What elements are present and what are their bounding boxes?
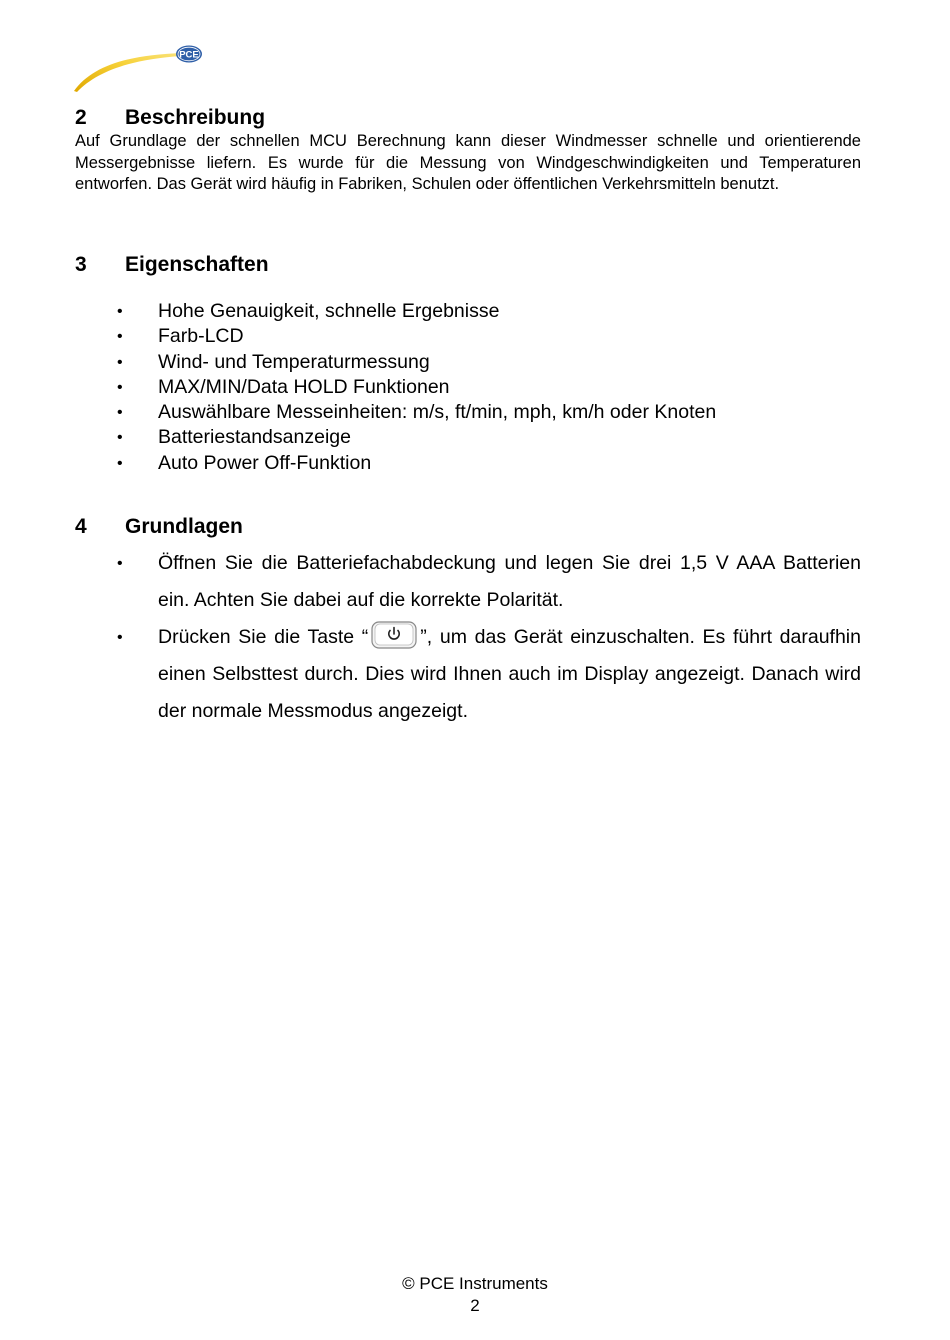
section-heading-beschreibung [75, 106, 265, 130]
list-item [117, 619, 861, 730]
list-item [117, 425, 817, 450]
list-item-text: Hohe Genauigkeit, schnelle Ergebnisse [158, 300, 500, 322]
power-button-icon [371, 621, 417, 649]
list-item [117, 350, 817, 375]
list-item [117, 375, 817, 400]
list-item-text: Wind- und Temperaturmessung [158, 350, 430, 373]
list-item [117, 545, 861, 619]
bullet-icon: • [117, 378, 123, 396]
pce-logo [72, 44, 207, 94]
bullet-icon: • [117, 629, 123, 646]
list-item [117, 299, 817, 324]
bullet-icon: • [117, 454, 123, 472]
features-list [117, 299, 817, 476]
section-number: 4 [75, 515, 87, 538]
list-item-text: Öffnen Sie die Batteriefachabdeckung und legen Sie drei 1,5 V AAA Batterien ein. Achten Sie dabei auf die korrekte Polarität. [158, 552, 861, 611]
section-title: Grundlagen [125, 515, 243, 538]
bullet-icon: • [117, 429, 123, 447]
list-item-text: MAX/MIN/Data HOLD Funktionen [158, 375, 450, 398]
page-number: 2 [470, 1296, 480, 1315]
list-item-text: Auswählbare Messeinheiten: m/s, ft/min, mph, km/h oder Knoten [158, 401, 717, 424]
beschreibung-paragraph: Auf Grundlage der schnellen MCU Berechnung kann dieser Windmesser schnelle und orientierende Messergebnisse liefern. Es wurde für die Messung von Windgeschwindigkeiten und Temperaturen entworfen. Das Gerät wird häufig in Fabriken, Schulen oder öffentlichen Verkehrsmitteln benutzt. [75, 132, 861, 194]
section-title: Eigenschaften [125, 253, 269, 276]
section-title: Beschreibung [125, 106, 266, 129]
bullet-icon: • [117, 303, 123, 320]
bullet-icon: • [117, 404, 123, 422]
list-item [117, 324, 817, 349]
section-heading-grundlagen [75, 515, 243, 539]
section-heading-eigenschaften [75, 253, 269, 277]
bullet-icon: • [117, 555, 123, 572]
bullet-icon: • [117, 353, 123, 371]
list-item [117, 451, 817, 476]
bullet-icon: • [117, 328, 123, 346]
section-number: 2 [75, 106, 87, 129]
logo-text: PCE [179, 49, 199, 61]
list-item-text: Auto Power Off-Funktion [158, 451, 372, 474]
grundlagen-list [117, 545, 861, 730]
list-item [117, 400, 817, 425]
list-item-text: Farb-LCD [158, 325, 244, 348]
footer-copyright: © PCE Instruments [402, 1274, 548, 1293]
list-item-text-after: ”, um das Gerät einzuschalten. Es führt daraufhin einen Selbsttest durch. Dies wird Ihnen auch im Display angezeigt. Danach wird der normale Messmodus angezeigt. [158, 626, 861, 722]
section-number: 3 [75, 253, 87, 276]
list-item-text: Batteriestandsanzeige [158, 426, 351, 449]
list-item-text-before: Drücken Sie die Taste “ [158, 626, 369, 648]
